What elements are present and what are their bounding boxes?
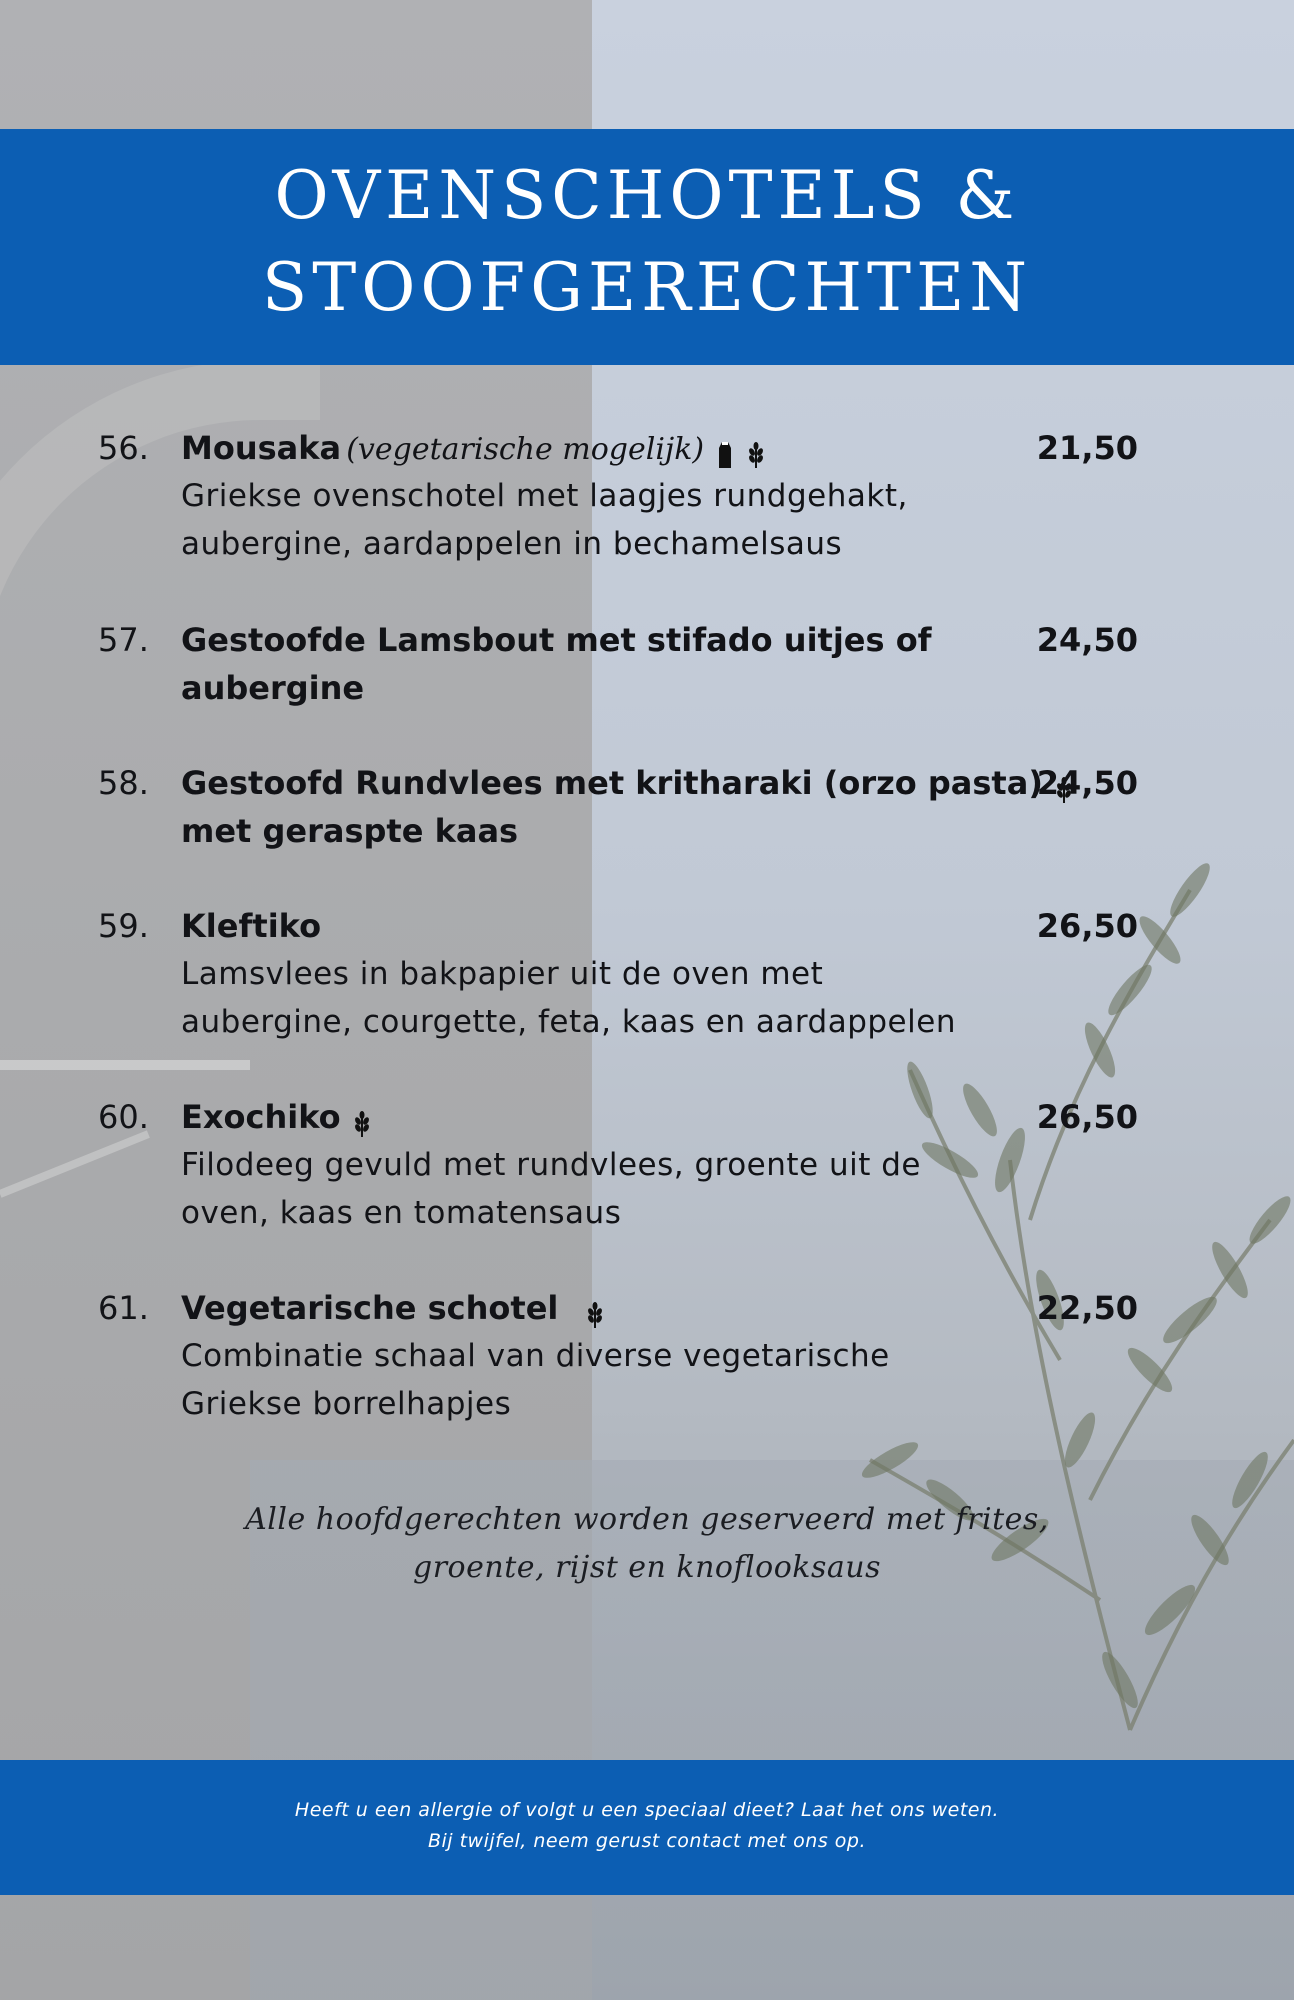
page-title: [0, 150, 1294, 334]
wheat-icon: [585, 1300, 605, 1330]
allergy-line-1: Heeft u een allergie of volgt u een speciaal dieet? Laat het ons weten.: [294, 1799, 1000, 1821]
note-line-2: groente, rijst en knoflooksaus: [413, 1550, 881, 1585]
item-description-line: Combinatie schaal van diverse vegetarische: [181, 1338, 890, 1374]
item-price: 24,50: [1036, 764, 1138, 802]
title-line-2: STOOFGERECHTEN: [261, 249, 1033, 326]
item-name: Exochiko: [181, 1098, 341, 1136]
item-number: 60.: [98, 1098, 149, 1136]
item-price: 26,50: [1036, 1098, 1138, 1136]
item-name: Kleftiko: [181, 907, 322, 945]
item-name-line: Gestoofd Rundvlees met kritharaki (orzo pasta): [181, 764, 1043, 802]
item-price: 26,50: [1036, 907, 1138, 945]
note-line-1: Alle hoofdgerechten worden geserveerd met frites,: [245, 1502, 1049, 1537]
milk-carton-icon: [715, 440, 735, 470]
side-dishes-note: [200, 1496, 1094, 1592]
item-name-line: aubergine: [181, 669, 365, 707]
background-railing: [0, 1060, 250, 1070]
item-description-line: aubergine, aardappelen in bechamelsaus: [181, 526, 843, 562]
item-price: 21,50: [1036, 429, 1138, 467]
item-name: Vegetarische schotel: [181, 1289, 559, 1327]
wheat-icon: [352, 1109, 372, 1139]
item-description-line: Griekse ovenschotel met laagjes rundgehakt,: [181, 478, 908, 514]
wheat-icon: [746, 440, 766, 470]
item-number: 56.: [98, 429, 149, 467]
item-name: Mousaka: [181, 429, 342, 467]
item-number: 61.: [98, 1289, 149, 1327]
item-name-line: Gestoofde Lamsbout met stifado uitjes of: [181, 621, 932, 659]
item-price: 24,50: [1036, 621, 1138, 659]
item-number: 57.: [98, 621, 149, 659]
item-description-line: aubergine, courgette, feta, kaas en aardappelen: [181, 1004, 956, 1040]
item-number: 58.: [98, 764, 149, 802]
item-description-line: Filodeeg gevuld met rundvlees, groente uit de: [181, 1147, 921, 1183]
item-name-line: met geraspte kaas: [181, 812, 519, 850]
allergy-line-2: Bij twijfel, neem gerust contact met ons op.: [427, 1830, 867, 1852]
item-description-line: Griekse borrelhapjes: [181, 1386, 512, 1422]
title-line-1: OVENSCHOTELS &: [274, 157, 1020, 234]
item-price: 22,50: [1036, 1289, 1138, 1327]
item-note: (vegetarische mogelijk): [346, 432, 705, 467]
allergy-notice: [0, 1795, 1294, 1857]
item-description-line: oven, kaas en tomatensaus: [181, 1195, 622, 1231]
item-number: 59.: [98, 907, 149, 945]
item-description-line: Lamsvlees in bakpapier uit de oven met: [181, 956, 824, 992]
